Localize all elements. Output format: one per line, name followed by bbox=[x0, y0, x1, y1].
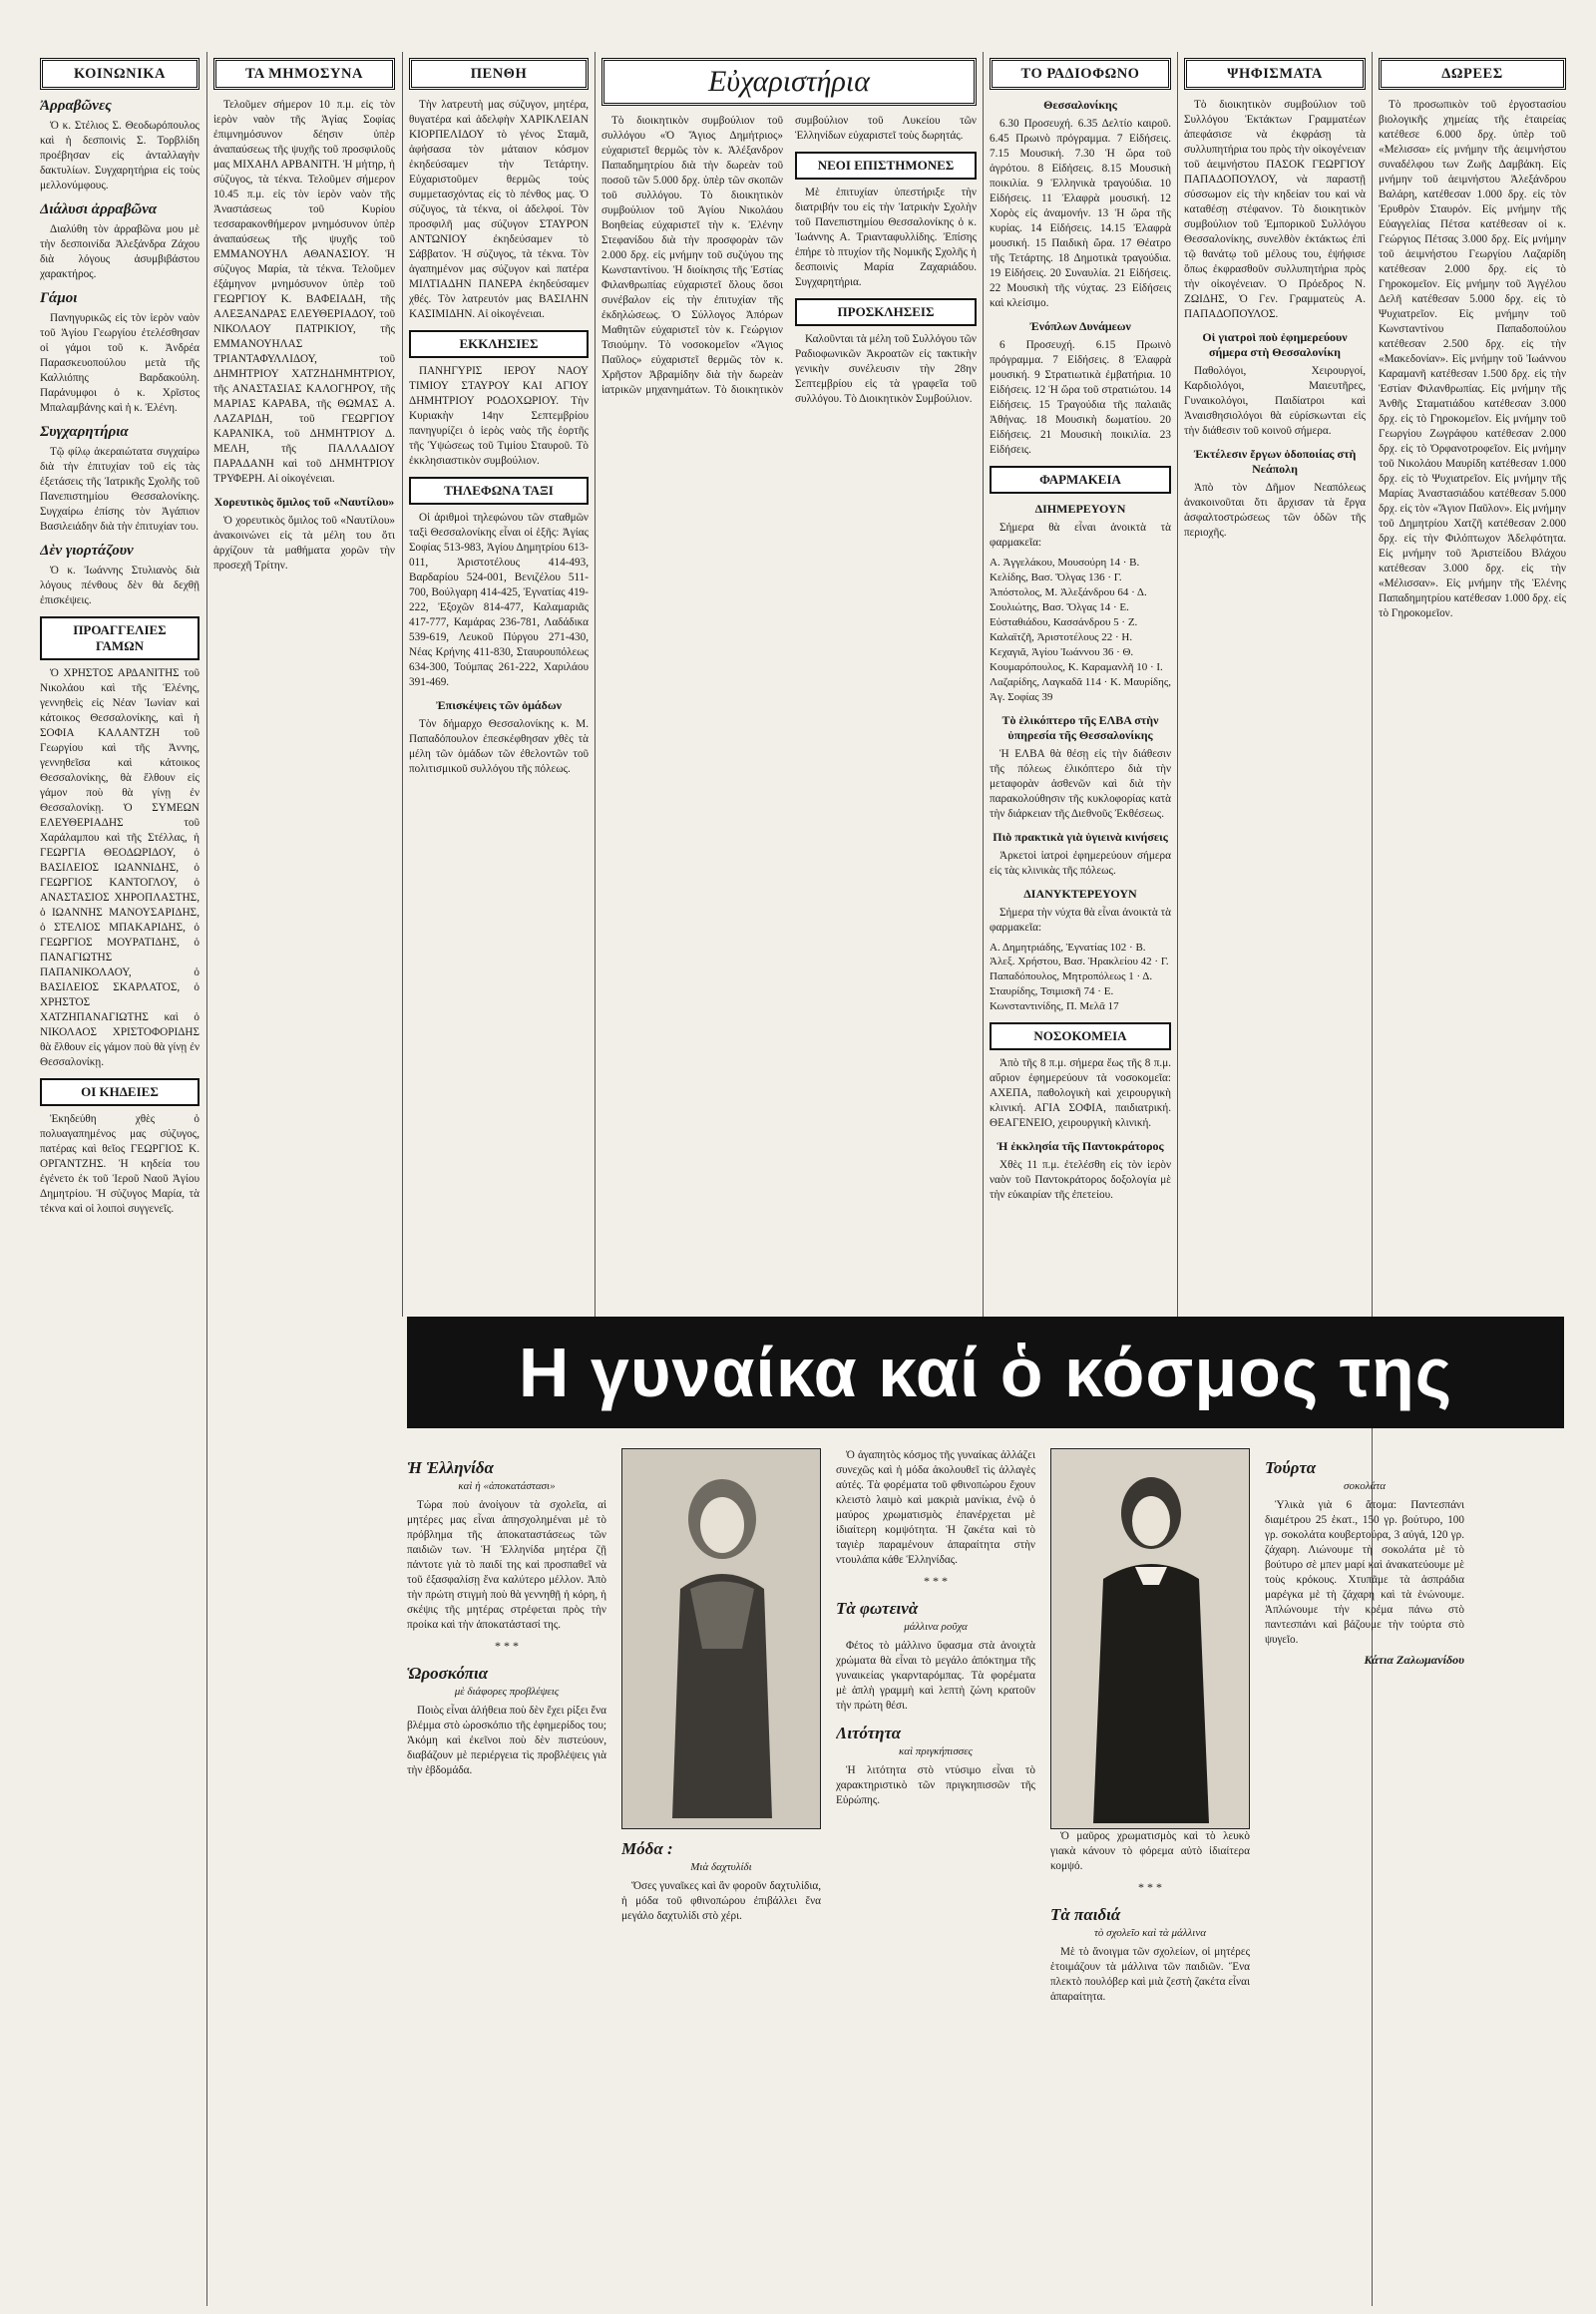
doctors-text: Παθολόγοι, Χειρουργοί, Καρδιολόγοι, Μαιευτῆρες, Γυναικολόγοι, Παιδίατροι καὶ Ἀναισθησιολόγοι θὰ εὑρίσκωνται εἰς τὴν διάθεσιν τοῦ κοινοῦ σήμερα. bbox=[1184, 365, 1366, 437]
children-text: Μὲ τὸ ἄνοιγμα τῶν σχολείων, οἱ μητέρες ἑτοιμάζουν τὰ μάλλινα τῶν παιδιῶν. Ἕνα πλεκτὸ πουλόβερ καὶ μιὰ ζεστὴ ζακέτα εἶναι ἀπαραίτητα. bbox=[1050, 1946, 1250, 2003]
simplicity-sub: καὶ πριγκήπισσες bbox=[899, 1745, 973, 1757]
feature-title: Η γυναίκα καί ὁ κόσμος της bbox=[407, 1317, 1564, 1428]
column-mourning bbox=[409, 58, 589, 1313]
memorials-text: Τελοῦμεν σήμερον 10 π.μ. εἰς τὸν ἱερὸν ναὸν τῆς Ἁγίας Σοφίας ἐπιμνημόσυνον δέησιν ὑπὲρ ἀναπαύσεως τῆς ψυχῆς τοῦ προσφιλοῦς μας ΜΙΧΑΗΛ ΑΡΒΑΝΙΤΗ. Ἡ μήτηρ, ἡ σύζυγος, τὰ τέκνα. Τελοῦμεν σήμερον 10.45 π.μ. εἰς τὸν ἱερὸν ναὸν τῆς Ἀναστάσεως τοῦ Κυρίου τεσσαρακονθήμερον μνημόσυνον ὑπὲρ ἀναπαύσεως τῆς ψυχῆς τοῦ ΕΜΜΑΝΟΥΗΛ ΑΘΑΝΑΣΙΟΥ. Ἡ σύζυγος Μαρία, τὰ τέκνα. Τελοῦμεν ἐξάμηνον μνημόσυνον ὑπὲρ τοῦ ΓΕΩΡΓΙΟΥ Κ. ΒΑΦΕΙΑΔΗ, τῆς ΑΛΕΞΑΝΔΡΑΣ ΕΛΕΥΘΕΡΙΑΔΟΥ, τοῦ ΝΙΚΟΛΑΟΥ ΠΑΤΡΙΚΙΟΥ, τῆς ΕΜΜΑΝΟΥΗΛΑΣ ΤΡΙΑΝΤΑΦΥΛΛΙΔΟΥ, τοῦ ΔΗΜΗΤΡΙΟΥ ΧΑΤΖΗΔΗΜΗΤΡΙΟΥ, τῆς ΑΝΑΣΤΑΣΙΑΣ ΚΑΛΟΓΗΡΟΥ, τῆς ΜΑΡΙΑΣ ΚΑΡΑΒΑ, τῆς ΘΩΜΑΣ Α. ΛΑΖΑΡΙΔΗ, τοῦ ΓΕΩΡΓΙΟΥ ΚΑΡΑΝΙΚΑ, τοῦ ΔΗΜΗΤΡΙΟΥ Δ. ΜΕΛΗ, τῆς ΠΑΛΛΑΔΙΟΥ ΠΑΡΑΔΑΝΗ καὶ τοῦ ΔΗΜΗΤΡΙΟΥ ΤΡΥΦΕΡΗ. Αἱ οἰκογένειαι. bbox=[213, 99, 395, 485]
children-sub: τὸ σχολεῖο καὶ τὰ μάλλινα bbox=[1094, 1927, 1206, 1939]
newgrad-stamp: ΝΕΟΙ ΕΠΙΣΤΗΜΟΝΕΣ bbox=[795, 152, 977, 180]
women-feature bbox=[407, 1317, 1564, 2304]
invitations-stamp: ΠΡΟΣΚΛΗΣΕΙΣ bbox=[795, 298, 977, 326]
pharmacy-day-title: ΔΙΗΜΕΡΕΥΟΥΝ bbox=[1034, 502, 1126, 516]
feature-col-photo-2 bbox=[1050, 1448, 1250, 2296]
noname-text: Ὁ κ. Ἰωάννης Στυλιανὸς διὰ λόγους πένθους δὲν θὰ δεχθῇ ἐπισκέψεις. bbox=[40, 565, 200, 606]
feature-col-recipe bbox=[1265, 1448, 1464, 2296]
congrats-text: Τῷ φίλῳ ἀκεραιώτατα συγχαίρω διὰ τὴν ἐπιτυχίαν τοῦ εἰς τὰς ἐξετάσεις τῆς Ἰατρικῆς Σχολῆς τοῦ Πανεπιστημίου Θεσσαλονίκης. Συγχαίρω ἐπίσης τὸν Ἀγάπιον Βασιλειάδην διὰ τὴν ἐπιτυχίαν του. bbox=[40, 446, 200, 533]
breakup-title: Διάλυσι ἀρραβῶνα bbox=[40, 201, 158, 217]
invitations-text: Καλοῦνται τὰ μέλη τοῦ Συλλόγου τῶν Ραδιοφωνικῶν Ἀκροατῶν εἰς τακτικὴν γενικὴν συνέλευσιν τὴν 28ην Σεπτεμβρίου εἰς τὰ γραφεῖα τοῦ συλλόγου. Τὸ Διοικητικὸν Συμβούλιον. bbox=[795, 333, 977, 405]
helicopter-text: Ἡ ΕΛΒΑ θὰ θέσῃ εἰς τὴν διάθεσιν τῆς πόλεως ἑλικόπτερο διὰ τὴν μεταφορὰν ἀσθενῶν καὶ διὰ τὴν παρακολούθησιν τῆς κυκλοφορίας κατὰ τὴν διάρκειαν τῆς Διεθνοῦς Ἐκθέσεως. bbox=[990, 747, 1171, 820]
pantokrator-church-text: Χθὲς 11 π.μ. ἐτελέσθη εἰς τὸν ἱερὸν ναὸν τοῦ Παντοκράτορος δοξολογία μὲ τὴν εὐκαιρίαν τῆς ἐπετείου. bbox=[990, 1159, 1171, 1202]
cake-text: Ὑλικὰ γιὰ 6 ἄτομα: Παντεσπάνι διαμέτρου 25 ἑκατ., 150 γρ. βούτυρο, 100 γρ. σοκολάτα κουβερτούρα, 3 αὐγά, 120 γρ. ζάχαρη. Λιώνουμε τὴ σοκολάτα μὲ τὸ βούτυρο σὲ μπεν μαρί καὶ ἀνακατεύουμε μὲ τοὺς κρόκους. Χτυπᾶμε τὰ ἀσπράδια μαρέγκα μὲ τὴ ζάχαρη καὶ τὰ ἑνώνουμε. Ἁπλώνουμε τὴν κρέμα πάνω στὸ παντεσπάνι καὶ βάζουμε τὴν τούρτα στὸ ψυγεῖο. bbox=[1265, 1499, 1464, 1646]
taxi-text: Οἱ ἀριθμοὶ τηλεφώνου τῶν σταθμῶν ταξὶ Θεσσαλονίκης εἶναι οἱ ἑξῆς: Ἀγίας Σοφίας 513-983, Ἀγίου Δημητρίου 613-011, Ἀριστοτέλους 414-493, Βαρδαρίου 524-001, Βενιζέλου 511-700, Βούλγαρη 414-425, Ἐγνατίας 419-222, Ἐξοχῶν 814-477, Καλαμαριᾶς 417-777, Καμάρας 236-781, Λαδάδικα 539-619, Λευκοῦ Πύργου 271-430, Νέας Κρήνης 411-830, Σταυρουπόλεως 634-300, Τούμπας 261-222, Χαριλάου 391-469. bbox=[409, 512, 589, 688]
column-radio bbox=[990, 58, 1171, 1313]
woman-photo-2 bbox=[1050, 1448, 1250, 1829]
greek-woman-title: Ἡ Ἑλληνίδα bbox=[407, 1458, 494, 1477]
weddings-title: Γάμοι bbox=[40, 290, 78, 306]
weddings-text: Πανηγυρικῶς εἰς τὸν ἱερὸν ναὸν τοῦ Ἁγίου Γεωργίου ἐτελέσθησαν οἱ γάμοι τοῦ κ. Ἀνδρέα Παρασκευοπούλου μετὰ τῆς Καλλιόπης Βαρδακούλη. Παράνυμφοι ὁ κ. Χρῖστος Μπαλαμβάνης καὶ ἡ κ. Ἐλένη. bbox=[40, 312, 200, 414]
radio-armed-text: 6 Προσευχή. 6.15 Πρωινὸ πρόγραμμα. 7 Εἰδήσεις. 8 Ἐλαφρὰ μουσική. 9 Στρατιωτικὰ ἐμβατήρια. 10 Εἰδήσεις. 12 Ἡ ὥρα τοῦ στρατιώτου. 14 Εἰδήσεις. 15 Τραγούδια τῆς παλαιᾶς Ἀθήνας. 18 Μουσικὴ δωματίου. 20 Εἰδήσεις. 21 Μουσικὴ ποικιλία. 23 Εἰδήσεις. bbox=[990, 339, 1171, 456]
helicopter-title: Τὸ ἑλικόπτερο τῆς ΕΛΒΑ στὴν ὑπηρεσία τῆς Θεσσαλονίκης bbox=[1001, 712, 1159, 742]
column-social bbox=[40, 58, 200, 2304]
taxi-stamp: ΤΗΛΕΦΩΝΑ ΤΑΞΙ bbox=[409, 477, 589, 505]
radio-header: ΤΟ ΡΑΔΙΟΦΩΝΟ bbox=[990, 58, 1171, 90]
donations-text: Τὸ προσωπικὸν τοῦ ἐργοστασίου βιολογικῆς χημείας τῆς ἑταιρείας κατέθεσε 6.000 δρχ. ὑπὲρ τοῦ «Μελισσα» εἰς μνήμην τῆς ἀειμνήστου συναδέλφου των Ζωῆς Δαμβάκη. Εἰς μνήμην τοῦ ἀειμνήστου Ἀλεξάνδρου Βαλάρη, κατέθεσαν 1.000 δρχ. εἰς τὸν Ἐρυθρὸν Σταυρόν. Εἰς μνήμην τῆς Εὐαγγελίας Πέτσα κατέθεσαν οἱ κ. Γεώργιος Πέτσας 3.000 δρχ. Εἰς μνήμην τοῦ ἀειμνήστου Γεωργίου Λαζαρίδη κατέθεσαν 2.000 δρχ. εἰς τὸ Γηροκομεῖον. Εἰς μνήμην τοῦ Ἀγγέλου Δελῆ κατέθεσαν 5.000 δρχ. εἰς τὸ Ψυχιατρεῖον. Εἰς μνήμην τοῦ Κωνσταντίνου Παπαδοπούλου κατέθεσαν 2.500 δρχ. εἰς τὴν «Μακεδονίαν». Εἰς μνήμην τοῦ Ἰωάννου Καραμανῆ κατέθεσαν 1.500 δρχ. εἰς τὴν Ἑστίαν Φιλανθρωπίας. Εἰς μνήμην τῆς Ἀνθῆς Σταματιάδου κατέθεσαν 3.000 δρχ. εἰς τὸ Γηροκομεῖον. Εἰς μνήμην τοῦ Γεωργίου Ζωγράφου κατέθεσαν 2.000 δρχ. εἰς τὸ Ὀρφανοτροφεῖον. Εἰς μνήμην τοῦ Νικολάου Μαυρίδη κατέθεσαν 1.000 δρχ. εἰς τὸ Ψυχιατρεῖον. Εἰς μνήμην τῆς Μαρίας Ἀναστασιάδου κατέθεσαν 5.000 δρχ. εἰς τὸν «Ἅγιον Παῦλον». Εἰς μνήμην τοῦ Δημητρίου Χατζῆ κατέθεσαν 2.000 δρχ. εἰς τὴν Φιλόπτωχον Ἀδελφότητα. Εἰς μνήμην τοῦ Ἀριστείδου Βλάχου κατέθεσαν 3.000 δρχ. εἰς τὴν «Μέλισσαν». Εἰς μνήμην τῆς Ἑλένης Παπαδημητρίου κατέθεσαν 1.000 δρχ. εἰς τὸ Γηροκομεῖον. bbox=[1379, 99, 1566, 619]
divider-stars-3: * * * bbox=[1138, 1880, 1162, 1894]
cake-signature: Κάτια Ζαλωμανίδου bbox=[1364, 1653, 1464, 1667]
feature-col-greek-woman bbox=[407, 1448, 606, 2296]
horoscope-text: Ποιὸς εἶναι ἀλήθεια ποὺ δὲν ἔχει ρίξει ἕνα βλέμμα στὸ ὡροσκόπιο τῆς ἐφημερίδος του; Ἀκόμη καὶ ἐκεῖνοι ποὺ δὲν πιστεύουν, διαβάζουν μὲ περιέργεια τὶς προβλέψεις γιὰ τὴν ἑβδομάδα. bbox=[407, 1705, 606, 1776]
church-stamp: ΕΚΚΛΗΣΙΕΣ bbox=[409, 330, 589, 358]
votes-text: Τὸ διοικητικὸν συμβούλιον τοῦ Συλλόγου Ἐκτάκτων Γραμματέων ἀπεφάσισε νὰ ἐκφράσῃ τὰ συλλυπητήρια του πρὸς τὴν οἰκογένειαν τοῦ ἀειμνήστου ΠΑΣΟΚ ΓΕΩΡΓΙΟΥ ΠΑΠΑΔΟΠΟΥΛΟΥ, νὰ παραστῇ σύσσωμον εἰς τὴν κηδείαν του καὶ νὰ καταθέσῃ στέφανον. Τὸ διοικητικὸν συμβούλιον τοῦ Ἐμπορικοῦ Συλλόγου Θεσσαλονίκης, συνελθὸν ἐκτάκτως ἐπὶ τῷ θανάτῳ τοῦ μέλους του, ἐψήφισε ὅπως ἐκφρασθοῦν συλλυπητήρια πρὸς τὴν οἰκογένειαν. Ὁ Πρόεδρος Ν. ΖΩΙΔΗΣ, Ὁ Γεν. Γραμματεὺς Α. ΠΑΠΑΔΟΠΟΥΛΟΣ. bbox=[1184, 99, 1366, 320]
donations-header: ΔΩΡΕΕΣ bbox=[1379, 58, 1566, 90]
congrats-title: Συγχαρητήρια bbox=[40, 424, 129, 440]
pharmacy-day-list: Α. Ἀγγελάκου, Μουσούρη 14 · Β. Κελίδης, Βασ. Ὄλγας 136 · Γ. Ἀπόστολος, Μ. Ἀλεξάνδρου 64 · Δ. Σουλιώτης, Βασ. Ὄλγας 14 · Ε. Εὐσταθιάδου, Κασσάνδρου 5 · Ζ. Καλαϊτζῆ, Ἀριστοτέλους 22 · Η. Κεχαγιᾶ, Ἀγίου Ἰωάννου 36 · Θ. Κουμαρόπουλος, Κ. Καραμανλῆ 10 · Ι. Λαζαρίδης, Λαγκαδᾶ 114 · Κ. Μαυρίδης, Ἀγ. Σοφίας 39 bbox=[990, 557, 1171, 703]
thanks-header: Εὐχαριστήρια bbox=[601, 58, 977, 106]
radio-armed-title: Ἐνόπλων Δυνάμεων bbox=[1029, 319, 1131, 333]
hospitals-text: Ἀπὸ τῆς 8 π.μ. σήμερα ἕως τῆς 8 π.μ. αὔριον ἐφημερεύουν τὰ νοσοκομεῖα: ΑΧΕΠΑ, παθολογικὴ καὶ χειρουργικὴ κλινική. ΑΓΙΑ ΣΟΦΙΑ, παιδιατρική. ΘΕΑΓΕΝΕΙΟ, χειρουργικὴ κλινική. bbox=[990, 1057, 1171, 1130]
fashion-sub: Μιὰ δαχτυλίδι bbox=[690, 1861, 752, 1873]
clinic-text: Ἀρκετοὶ ἰατροὶ ἐφημερεύουν σήμερα εἰς τὰς κλινικὰς τῆς πόλεως. bbox=[990, 849, 1171, 877]
radio-station-text: 6.30 Προσευχή. 6.35 Δελτίο καιροῦ. 6.45 Πρωινὸ πρόγραμμα. 7 Εἰδήσεις. 7.15 Μουσική. 7.30 Ἡ ὥρα τοῦ ἀγρότου. 8 Εἰδήσεις. 8.15 Μουσικὴ ποικιλία. 9 Ἑλληνικὰ τραγούδια. 10 Εἰδήσεις. 11 Ἐλαφρὰ μουσική. 12 Χορὸς εἰς ἀναμονήν. 13 Ἡ ὥρα τῆς κυρίας. 14 Εἰδήσεις. 14.15 Ἐλαφρὰ μουσική. 15 Παιδικὴ ὥρα. 17 Θέατρο τῆς Τετάρτης. 18 Δημοτικὰ τραγούδια. 19 Εἰδήσεις. 20 Συναυλία. 21 Εἰδήσεις. 22 Μουσικὴ τῆς νύχτας. 23 Εἰδήσεις καὶ κλείσιμο. bbox=[990, 118, 1171, 309]
visits-text: Τὸν δήμαρχο Θεσσαλονίκης κ. Μ. Παπαδόπουλον ἐπεσκέφθησαν χθὲς τὰ μέλη τῶν ὁμάδων τῶν ἐθελοντῶν τοῦ πολιτισμικοῦ συλλόγου τῆς πόλεως. bbox=[409, 718, 589, 775]
mourning-text: Τὴν λατρευτὴ μας σύζυγον, μητέρα, θυγατέρα καὶ ἀδελφὴν ΧΑΡΙΚΛΕΙΑΝ ΚΙΟΡΠΕΛΙΔΟΥ τὸ γένος Σταμᾶ, ἀφήσασα τὸν μάταιον κόσμον ἐκηδεύσαμεν τὴν Τετάρτην. Εὐχαριστοῦμεν θερμῶς τοὺς συμμετασχόντας εἰς τὸ πένθος μας. Ὁ σύζυγος, τὰ τέκνα, οἱ ἀδελφοί. Τὸν προσφιλῆ μας σύζυγον ΣΤΑΥΡΟΝ ΑΝΤΩΝΙΟΥ ἐκηδεύσαμεν τὸ Σάββατον. Ἡ σύζυγος, τὰ τέκνα. Τὸν ἀγαπημένον μας σύζυγον καὶ πατέρα ΜΙΛΤΙΑΔΗΝ ΠΑΝΕΡΑ ἐκηδεύσαμεν χθές. Τὸν λατρευτόν μας ΒΑΣΙΛΗΝ ΚΑΣΙΜΙΔΗΝ. Αἱ οἰκογένειαι. bbox=[409, 99, 589, 320]
pharmacy-day-intro: Σήμερα θὰ εἶναι ἀνοικτὰ τὰ φαρμακεῖα: bbox=[990, 522, 1171, 549]
clinic-title: Πιὸ πρακτικὰ γιὰ ὑγιεινὰ κινήσεις bbox=[993, 829, 1168, 844]
lights-sub: μάλλινα ροῦχα bbox=[904, 1621, 968, 1633]
doctors-title: Οἱ γιατροὶ ποὺ ἐφημερεύουν σήμερα στὴ Θεσσαλονίκη bbox=[1202, 330, 1348, 359]
wedding-announcements-stamp: ΠΡΟΑΓΓΕΛΙΕΣ ΓΑΜΩΝ bbox=[40, 616, 200, 660]
children-title: Τὰ παιδιά bbox=[1050, 1905, 1121, 1924]
naples-text: Ἀπὸ τὸν Δῆμον Νεαπόλεως ἀνακοινοῦται ὅτι ἄρχισαν τὰ ἔργα ἀσφαλτοστρώσεως τῶν ὁδῶν τῆς περιοχῆς. bbox=[1184, 482, 1366, 539]
horoscope-sub: μὲ διάφορες προβλέψεις bbox=[454, 1686, 560, 1698]
memorials-header: ΤΑ ΜΗΜΟΣΥΝΑ bbox=[213, 58, 395, 90]
simplicity-text: Ἡ λιτότητα στὸ ντύσιμο εἶναι τὸ χαρακτηριστικὸ τῶν πριγκηπισσῶν τῆς Εὐρώπης. bbox=[836, 1764, 1035, 1806]
wedding-announcements-text: Ὁ ΧΡΗΣΤΟΣ ΑΡΔΑΝΙΤΗΣ τοῦ Νικολάου καὶ τῆς Ἑλένης, γεννηθεὶς εἰς Νέαν Ἰωνίαν καὶ κάτοικος Θεσσαλονίκης, καὶ ἡ ΣΟΦΙΑ ΚΑΛΑΝΤΖΗ τοῦ Γεωργίου καὶ τῆς Ἀννης, γεννηθεῖσα καὶ κάτοικος Θεσσαλονίκης, θὰ ἔλθουν εἰς γάμον ποὺ θὰ γίνῃ ἐν Θεσσαλονίκῃ. Ὁ ΣΥΜΕΩΝ ΕΛΕΥΘΕΡΙΑΔΗΣ τοῦ Χαράλαμπου καὶ τῆς Στέλλας, ἡ ΓΕΩΡΓΙΑ ΘΕΟΔΩΡΙΔΟΥ, ὁ ΒΑΣΙΛΕΙΟΣ ΙΩΑΝΝΙΔΗΣ, ὁ ΓΕΩΡΓΙΟΣ ΚΑΝΤΟΓΛΟΥ, ὁ ΑΝΑΣΤΑΣΙΟΣ ΧΗΡΟΠΛΑΣΤΗΣ, ὁ ΙΩΑΝΝΗΣ ΜΑΝΟΥΣΑΡΙΔΗΣ, ὁ ΣΤΕΛΙΟΣ ΜΠΑΚΑΡΙΔΗΣ, ὁ ΓΕΩΡΓΙΟΣ ΜΟΥΡΑΤΙΔΗΣ, ὁ ΠΑΝΑΓΙΩΤΗΣ ΠΑΠΑΝΙΚΟΛΑΟΥ, ὁ ΒΑΣΙΛΕΙΟΣ ΣΚΑΡΛΑΤΟΣ, ὁ ΧΡΗΣΤΟΣ ΧΑΤΖΗΠΑΝΑΓΙΩΤΗΣ καὶ ὁ ΝΙΚΟΛΑΟΣ ΧΡΙΣΤΟΦΟΡΙΔΗΣ θὰ ἔλθουν εἰς γάμον ποὺ θὰ γίνῃ ἐν Θεσσαλονίκῃ. bbox=[40, 667, 200, 1068]
funerals-stamp: ΟΙ ΚΗΔΕΙΕΣ bbox=[40, 1078, 200, 1106]
cake-sub: σοκολάτα bbox=[1344, 1480, 1386, 1492]
votes-header: ΨΗΦΙΣΜΑΤΑ bbox=[1184, 58, 1366, 90]
feature-col-lights bbox=[836, 1448, 1035, 2296]
fashion-title: Μόδα : bbox=[621, 1839, 673, 1858]
breakup-text: Διαλύθη τὸν ἀρραβῶνα μου μὲ τὴν δεσποινίδα Ἀλεξάνδρα Ζάχου διὰ λόγους ἀσυμβιβάστου χαρακτήρος. bbox=[40, 223, 200, 280]
choir-title: Χορευτικὸς ὅμιλος τοῦ «Ναυτίλου» bbox=[213, 495, 395, 509]
engagements-title: Ἀρραβῶνες bbox=[40, 98, 112, 114]
lights-title: Τὰ φωτεινὰ bbox=[836, 1599, 919, 1618]
radio-station-title: Θεσσαλονίκης bbox=[1043, 98, 1117, 112]
naples-title: Ἐκτέλεσιν ἔργων ὁδοποιίας στὴ Νεάπολη bbox=[1193, 447, 1357, 476]
divider-stars: * * * bbox=[495, 1639, 519, 1653]
middle-text: Ὁ ἀγαπητὸς κόσμος τῆς γυναίκας ἀλλάζει συνεχῶς καὶ ἡ μόδα ἀκολουθεῖ τὶς ἀλλαγὲς αὐτές. Τὰ φορέματα τοῦ φθινοπώρου ἔχουν κλειστὸ λαιμὸ καὶ μακριὰ μανίκια, ἐνῷ ὁ μαύρος χρωματισμὸς ἐπανέρχεται μὲ ἰδιαίτερη κομψότητα. Ἡ ζακέτα καὶ τὸ ταγιὲρ παραμένουν ἀπαραίτητα στὴν ντουλάπα κάθε Ἑλληνίδας. bbox=[836, 1449, 1035, 1566]
column-memorials bbox=[213, 58, 395, 2304]
visits-title: Ἐπισκέψεις τῶν ὁμάδων bbox=[436, 698, 562, 712]
fashion-text: Ὅσες γυναῖκες καὶ ἂν φοροῦν δαχτυλίδια, ἡ μόδα τοῦ φθινοπώρου ἐπιβάλλει ἕνα μεγάλο δαχτυλίδι στὸ χέρι. bbox=[621, 1880, 821, 1922]
noname-title: Δὲν γιορτάζουν bbox=[40, 543, 134, 559]
engagements-text: Ὁ κ. Στέλιος Σ. Θεοδωρόπουλος καὶ ἡ δεσποινὶς Σ. Τορβλίδη προέβησαν εἰς ἀνταλλαγὴν δακτυλίων. Συγχαρητήρια εἰς τοὺς μελλονύμφους. bbox=[40, 120, 200, 192]
cake-title: Τούρτα bbox=[1265, 1458, 1317, 1477]
simplicity-title: Λιτότητα bbox=[836, 1724, 902, 1742]
pharmacy-night-title: ΔΙΑΝΥΚΤΕΡΕΥΟΥΝ bbox=[1023, 886, 1137, 901]
woman-photo-1 bbox=[621, 1448, 821, 1829]
mourning-header: ΠΕΝΘΗ bbox=[409, 58, 589, 90]
funerals-text: Ἐκηδεύθη χθὲς ὁ πολυαγαπημένος μας σύζυγος, πατέρας καὶ θεῖος ΓΕΩΡΓΙΟΣ Κ. ΟΡΓΑΝΤΖΗΣ. Ἡ κηδεία του ἐγένετο ἐκ τοῦ Ἱεροῦ Ναοῦ Ἁγίου Δημητρίου. Ἡ σύζυγος Μαρία, τὰ τέκνα καὶ οἱ λοιποὶ συγγενεῖς. bbox=[40, 1113, 200, 1215]
pharmacy-stamp: ΦΑΡΜΑΚΕΙΑ bbox=[990, 466, 1171, 494]
choir-text: Ὁ χορευτικὸς ὅμιλος τοῦ «Ναυτίλου» ἀνακοινώνει εἰς τὰ μέλη του ὅτι ἀρχίζουν τὰ μαθήματα χορῶν τὴν προσεχῆ Τρίτην. bbox=[213, 515, 395, 572]
greek-woman-text: Τώρα ποὺ ἀνοίγουν τὰ σχολεῖα, αἱ μητέρες μας εἶναι ἀπησχολημέναι μὲ τὸ πρόβλημα τῆς ἀποκαταστάσεως τῶν παιδιῶν των. Ἡ Ἑλληνίδα μητέρα ζῇ πάντοτε γιὰ τὸ παιδί της καὶ προσπαθεῖ νὰ τοῦ ἐξασφαλίσῃ ἕνα καλύτερο μέλλον. Ἀπὸ τὴν πρώτη στιγμὴ ποὺ θὰ γεννηθῇ ἡ κόρη, ἡ σκέψις τῆς μητέρας στρέφεται πρὸς τὴν προίκα καὶ τὴν ἀποκατάστασί της. bbox=[407, 1499, 606, 1631]
newgrad-text: Μὲ ἐπιτυχίαν ὑπεστήριξε τὴν διατριβήν του εἰς τὴν Ἰατρικὴν Σχολὴν τοῦ Πανεπιστημίου Θεσσαλονίκης ὁ κ. Ἰωάννης Α. Τριανταφυλλίδης. Ἐπίσης ἐπήρε τὸ πτυχίον τῆς Νομικῆς Σχολῆς ἡ δεσποινὶς Μαρία Ζαχαριάδου. Συγχαρητήρια. bbox=[795, 187, 977, 288]
greek-woman-sub: καὶ ἡ «ἀποκατάστασι» bbox=[458, 1480, 556, 1492]
photo-caption: Ὁ μαῦρος χρωματισμὸς καὶ τὸ λευκὸ γιακὰ κάνουν τὸ φόρεμα αὐτὸ ἰδιαίτερα κομψό. bbox=[1050, 1830, 1250, 1872]
column-thanks bbox=[601, 58, 977, 1313]
pharmacy-night-intro: Σήμερα τὴν νύχτα θὰ εἶναι ἀνοικτὰ τὰ φαρμακεῖα: bbox=[990, 906, 1171, 934]
pantokrator-church-title: Ἡ ἐκκλησία τῆς Παντοκράτορος bbox=[997, 1139, 1164, 1154]
column-votes bbox=[1184, 58, 1366, 1313]
pharmacy-night-list: Α. Δημητριάδης, Ἐγνατίας 102 · Β. Ἀλεξ. Χρήστου, Βασ. Ἡρακλείου 42 · Γ. Παπαδόπουλος, Μητροπόλεως 1 · Δ. Σταυρίδης, Τσιμισκῆ 74 · Ε. Κωνσταντινίδης, Π. Μελᾶ 17 bbox=[990, 941, 1169, 1013]
horoscope-title: Ὡροσκόπια bbox=[407, 1664, 489, 1683]
feature-col-photo-1 bbox=[621, 1448, 821, 2296]
lights-text: Φέτος τὸ μάλλινο ὕφασμα στὰ ἀνοιχτὰ χρώματα θὰ εἶναι τὸ μεγάλο ἀπόκτημα τῆς γυναικείας γκαρνταρόμπας. Τὰ φορέματα μὲ ἁπλὴ γραμμὴ καὶ λεπτὴ ζώνη κρατοῦν τὴν πρώτη θέσι. bbox=[836, 1640, 1035, 1712]
divider-stars-2: * * * bbox=[924, 1574, 948, 1588]
hospitals-stamp: ΝΟΣΟΚΟΜΕΙΑ bbox=[990, 1022, 1171, 1050]
thanks-text: Τὸ διοικητικὸν συμβούλιον τοῦ συλλόγου «Ὁ Ἅγιος Δημήτριος» εὐχαριστεῖ θερμῶς τὸν κ. Ἀλέξανδρον Παπαδημητρίου διὰ τὴν δωρεὰν τοῦ ποσοῦ τῶν 5.000 δρχ. ὑπὲρ τῶν σκοπῶν τοῦ συλλόγου. Τὸ διοικητικὸν συμβούλιον τοῦ Ἁγίου Νικολάου Βοηθείας εὐχαριστεῖ τὴν κ. Ἐλένην Στεφανίδου διὰ τὴν προσφορὰν τῶν 2.000 δρχ. εἰς μνήμην τοῦ συζύγου της Κωνσταντίνου. Ἡ διοίκησις τῆς Ἑστίας Φιλανθρωπίας εὐχαριστεῖ ὅλους ὅσοι συνέβαλον εἰς τὴν ἐπιτυχίαν τῆς ἐκδηλώσεως. Ὁ Σύλλογος Ἀπόρων Μαθητῶν εὐχαριστεῖ τὸν κ. Γεώργιον Τσιούμην. Τὸ νοσοκομεῖον «Ἅγιος Παῦλος» εὐχαριστεῖ θερμῶς τὸν κ. Χρῆστον Ἀβραμίδην διὰ τὴν δωρεὰν ἰατρικῶν μηχανημάτων. Τὸ διοικητικὸν συμβούλιον τοῦ Λυκείου τῶν Ἑλληνίδων εὐχαριστεῖ τοὺς δωρητάς. bbox=[601, 115, 977, 396]
church-text: ΠΑΝΗΓΥΡΙΣ ΙΕΡΟΥ ΝΑΟΥ ΤΙΜΙΟΥ ΣΤΑΥΡΟΥ ΚΑΙ ΑΓΙΟΥ ΔΗΜΗΤΡΙΟΥ ΡΟΔΟΧΩΡΙΟΥ. Τὴν Κυριακὴν 14ην Σεπτεμβρίου πανηγυρίζει ὁ ἱερὸς ναὸς τῆς ἑορτῆς τῆς Ὑψώσεως τοῦ Τιμίου Σταυροῦ. Τὸ ἐκκλησιαστικὸν συμβούλιον. bbox=[409, 365, 589, 467]
social-header: ΚΟΙΝΩΝΙΚΑ bbox=[40, 58, 200, 90]
